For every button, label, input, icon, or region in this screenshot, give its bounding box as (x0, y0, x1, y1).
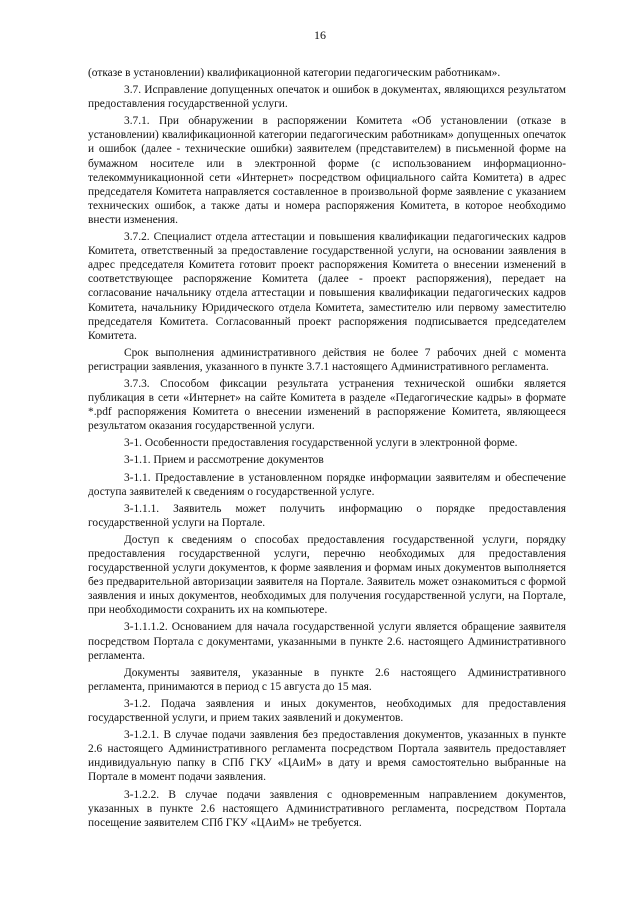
paragraph-continuation: (отказе в установлении) квалификационной категории педагогическим работникам». (88, 67, 501, 79)
paragraph-3-1: 3-1. Особенности предоставления государственной услуги в электронной форме. (124, 437, 518, 450)
paragraph-3-1-2: 3-1.2. Подача заявления и иных документов, необходимых для предоставления государственной услуги, и прием таких заявлений и документов. (88, 697, 566, 725)
paragraph-documents-period: Документы заявителя, указанные в пункте 2.6 настоящего Административного регламента, принимаются в период с 15 августа до 15 мая. (88, 666, 566, 693)
document-body (88, 66, 566, 833)
paragraph-3-7-3: 3.7.3. Способом фиксации результата устранения технической ошибки является публикация в сети «Интернет» на сайте Комитета в разделе «Педагогические кадры» в формате *.pdf распоряжения Комитета о внесении изменений в распоряжение Комитета, являющееся результатом оказания государственной услуги. (88, 377, 566, 433)
paragraph-3-1-1: 3-1.1. Предоставление в установленном порядке информации заявителям и обеспечение доступа заявителей к сведениям о государственной услуге. (88, 471, 566, 498)
paragraph-3-1-1-heading: 3-1.1. Прием и рассмотрение документов (124, 454, 324, 467)
page-number: 16 (314, 28, 326, 42)
paragraph-access-info: Доступ к сведениям о способах предоставления государственной услуги, порядку предоставления государственной услуги, перечню необходимых для предоставления государственной услуги документов, к форме заявления и формам иных документов выполняется без предварительной авторизации заявителя на Портале. Заявитель может ознакомиться с формой заявления и иных документов, необходимых для получения государственной услуги, на Портале, при необходимости сохранить их на компьютере. (88, 533, 566, 617)
paragraph-3-1-2-2: 3-1.2.2. В случае подачи заявления с одновременным направлением документов, указанных в пункте 2.6 настоящего Административного регламента, посредством Портала посещение заявителем СПб ГКУ «ЦАиМ» не требуется. (88, 788, 566, 829)
paragraph-3-7-2: 3.7.2. Специалист отдела аттестации и повышения квалификации педагогических кадров Комитета, ответственный за предоставление государственной услуги, на основании заявления в адрес председателя Комитета готовит проект распоряжения Комитета о внесении изменений в соответствующее распоряжение Комитета (далее - проект распоряжения), передает на согласование начальнику отдела аттестации и повышения квалификации педагогических кадров Комитета, начальнику Юридического отдела Комитета, заместителю или первому заместителю председателя Комитета. Согласованный проект распоряжения подписывается председателем Комитета. (88, 231, 566, 342)
paragraph-3-1-1-1-2: 3-1.1.1.2. Основанием для начала государственной услуги является обращение заявителя посредством Портала с документами, указанными в пункте 2.6. настоящего Административного регламента. (88, 621, 566, 662)
paragraph-3-7-1: 3.7.1. При обнаружении в распоряжении Комитета «Об установлении (отказе в установлении) квалификационной категории педагогическим работникам» допущенных опечаток и ошибок (далее - технические ошибки) заявителем (представителем) в письменной форме на бумажном носителе или в электронной форме (с использованием информационно-телекоммуникационной сети «Интернет» посредством официального сайта Комитета) в адрес председателя Комитета направляется составленное в произвольной форме заявление с указанием технических ошибок, а также даты и номера распоряжения Комитета, в которое необходимо внести изменения. (88, 115, 566, 226)
paragraph-3-7: 3.7. Исправление допущенных опечаток и ошибок в документах, являющихся результатом предоставления государственной услуги. (88, 84, 566, 111)
paragraph-3-1-2-1: 3-1.2.1. В случае подачи заявления без предоставления документов, указанных в пункте 2.6 настоящего Административного регламента посредством Портала заявитель предоставляет индивидуальную папку в СПб ГКУ «ЦАиМ» в дату и время самостоятельно выбранные на Портале в момент подачи заявления. (88, 729, 566, 784)
paragraph-3-1-1-1: 3-1.1.1. Заявитель может получить информацию о порядке предоставления государственной услуги на Портале. (88, 502, 566, 529)
paragraph-deadline: Срок выполнения административного действия не более 7 рабочих дней с момента регистрации заявления, указанного в пункте 3.7.1 настоящего Административного регламента. (88, 346, 566, 373)
